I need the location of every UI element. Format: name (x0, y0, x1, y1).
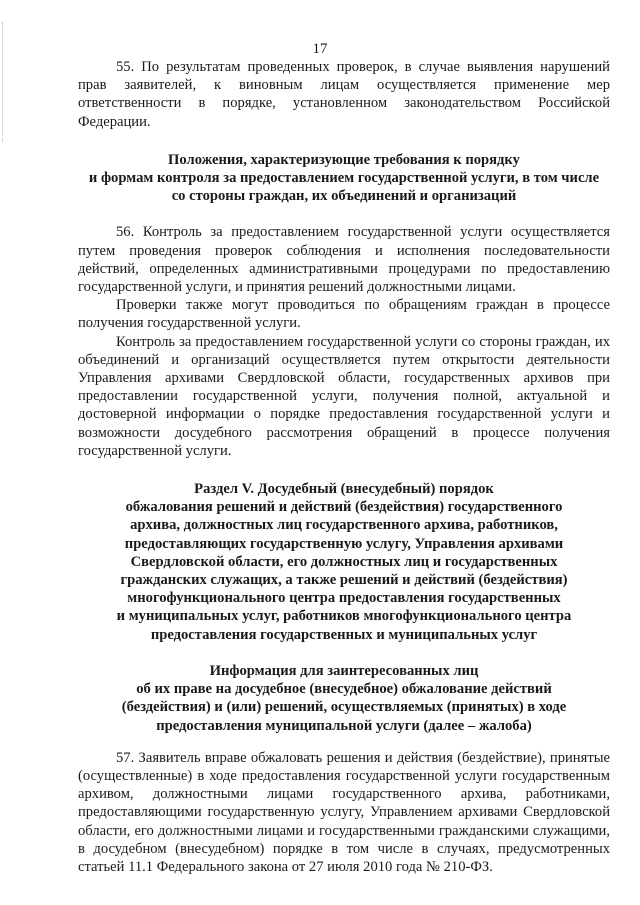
heading-line: Свердловской области, его должностных лиц и государственных (130, 553, 558, 570)
document-body (78, 58, 610, 876)
heading-line: Раздел V. Досудебный (внесудебный) порядок (194, 481, 494, 498)
heading-info-for-applicants (78, 662, 610, 735)
heading-line: многофункционального центра предоставления государственных (127, 590, 561, 607)
paragraph-56: 56. Контроль за предоставлением государственной услуги осуществляется путем проведения проверок соблюдения и исполнения последовательности действий, определенных административными процедурами по предоставлению государственной услуги, и принятия решений должностными лицами. (78, 224, 610, 296)
heading-line: архива, должностных лиц государственного архива, работников, (130, 517, 558, 534)
heading-line: гражданских служащих, а также решений и действий (бездействия) (120, 572, 568, 589)
heading-line: Информация для заинтересованных лиц (209, 662, 479, 679)
paragraph-55: 55. По результатам проведенных проверок, в случае выявления нарушений прав заявителей, к виновным лицам осуществляется применение мер ответственности в порядке, установленном законодательством Российской Федерации. (78, 59, 610, 130)
heading-line: и муниципальных услуг, работников многофункционального центра (116, 608, 572, 625)
heading-line: и формам контроля за предоставлением государственной услуги, в том числе (88, 170, 600, 187)
heading-line: Положения, характеризующие требования к порядку (168, 151, 520, 168)
heading-line: предоставления государственных и муниципальных услуг (150, 626, 538, 643)
heading-line: предоставления муниципальной услуги (далее – жалоба) (156, 717, 532, 734)
heading-line: со стороны граждан, их объединений и организаций (171, 188, 517, 205)
heading-line: (бездействия) и (или) решений, осуществляемых (принятых) в ходе (121, 699, 567, 716)
heading-line: об их праве на досудебное (внесудебное) обжалование действий (136, 681, 552, 698)
paragraph-57: 57. Заявитель вправе обжаловать решения и действия (бездействие), принятые (осуществленные) в ходе предоставления государственной услуги государственным архивом, должностными лицами государственного архива, работниками, предоставляющими государственную услугу, Управлением архивами Свердловской области, его должностными лицами и государственными гражданскими служащими, в досудебном (внесудебном) порядке в том числе в случаях, предусмотренных статьей 11.1 Федерального закона от 27 июля 2010 года № 210-ФЗ. (78, 749, 610, 875)
heading-control-requirements (78, 151, 610, 206)
paragraph-public-control: Контроль за предоставлением государственной услуги со стороны граждан, их объединений и организаций осуществляется путем открытости деятельности Управления архивами Свердловской области, государственных архивов при предоставлении государственной услуги, получения полной, актуальной и достоверной информации о порядке предоставления государственной услуги и возможности досудебного рассмотрения обращений в процессе получения государственной услуги. (78, 333, 610, 459)
heading-line: обжалования решений и действий (бездействия) государственного (125, 499, 563, 516)
heading-section-v (78, 480, 610, 644)
heading-line: предоставляющих государственную услугу, Управления архивами (124, 535, 564, 552)
paragraph-inspections: Проверки также могут проводиться по обращениям граждан в процессе получения государственной услуги. (78, 297, 610, 332)
page-number: 17 (312, 41, 328, 57)
